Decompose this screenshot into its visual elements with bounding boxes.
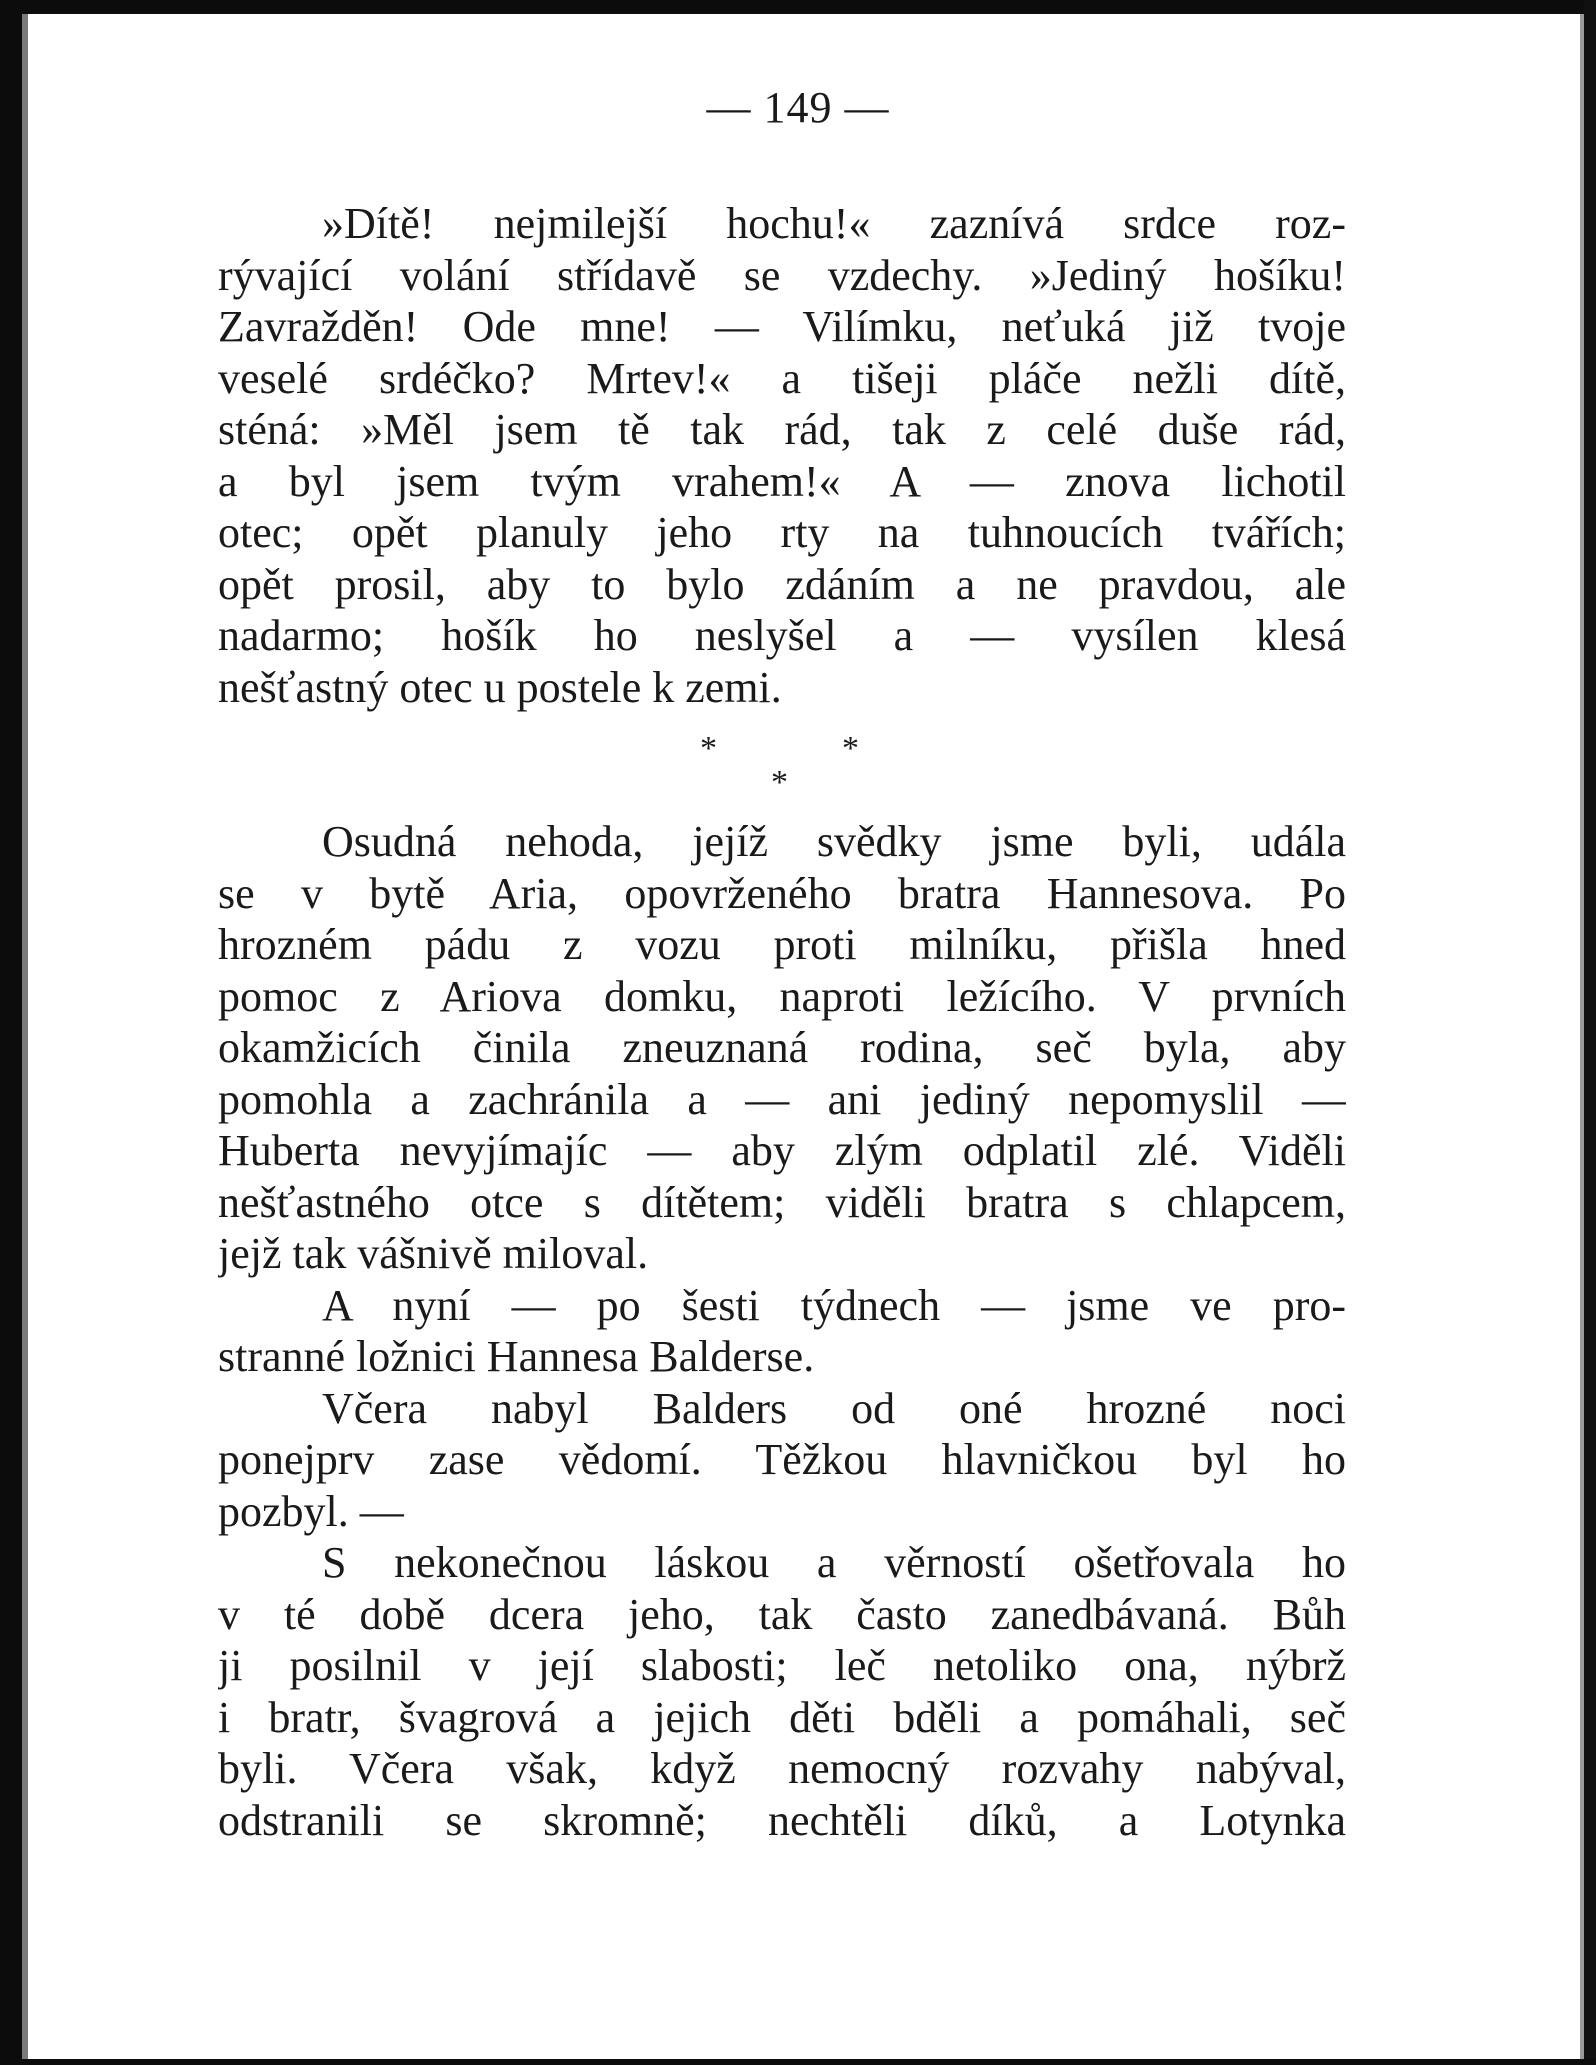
text-line: pomohla a zachránila a — ani jediný nepomyslil — [218,1074,1346,1124]
scan-border-right [1584,0,1596,2065]
text-line: nadarmo; hošík ho neslyšel a — vysílen klesá [218,611,1346,660]
scan-border-left [0,0,22,2065]
text-line: Včera nabyl Balders od oné hrozné noci [322,1383,1346,1433]
text-line: rývající volání střídavě se vzdechy. »Jediný hošíku! [218,250,1346,300]
text-line: otec; opět planuly jeho rty na tuhnoucích tvářích; [218,508,1346,557]
text-line: Osudná nehoda, jejíž svědky jsme byli, udála [322,817,1346,866]
scan-border-left-shadow [22,14,28,2065]
text-line: sténá: »Měl jsem tě tak rád, tak z celé duše rád, [218,405,1346,454]
separator-star: * [700,730,717,767]
text-line: v té době dcera jeho, tak často zanedbávaná. Bůh [218,1589,1346,1639]
text-line: S nekonečnou láskou a věrností ošetřovala ho [322,1538,1346,1587]
text-line: ponejprv zase vědomí. Těžkou hlavničkou byl ho [218,1435,1346,1484]
text-line: hrozném pádu z vozu proti milníku, přišla hned [218,920,1346,969]
scan-border-right-shadow [1580,14,1584,2065]
page-number: — 149 — [706,83,890,132]
text-line: stranné ložnici Hannesa Balderse. [218,1332,815,1381]
scan-border-top [0,0,1596,14]
paragraph-5 [218,1537,1346,1846]
text-line: Huberta nevyjímajíc — aby zlým odplatil zlé. Viděli [218,1126,1346,1175]
text-line: okamžicích činila zneuznaná rodina, seč byla, aby [218,1023,1346,1072]
text-line: i bratr, švagrová a jejich děti bděli a pomáhali, seč [218,1692,1346,1742]
text-line: »Dítě! nejmilejší hochu!« zaznívá srdce roz- [322,199,1346,248]
text-line: nešťastného otce s dítětem; viděli bratra s chlapcem, [218,1177,1346,1227]
separator-star: * [842,730,859,767]
paragraph-3 [218,1280,1346,1383]
text-line: opět prosil, aby to bylo zdáním a ne pravdou, ale [218,559,1346,609]
text-line: pomoc z Ariova domku, naproti ležícího. V prvních [218,971,1346,1021]
section-separator [0,732,1596,802]
separator-star: * [771,764,788,801]
scan-border-bottom [0,2059,1596,2065]
text-line: veselé srdéčko? Mrtev!« a tišeji pláče nežli dítě, [218,353,1346,403]
paragraph-1 [218,198,1346,713]
text-line: se v bytě Aria, opovrženého bratra Hannesova. Po [218,868,1346,918]
text-line: pozbyl. — [218,1486,404,1536]
text-line: Zavražděn! Ode mne! — Vilímku, neťuká již tvoje [218,302,1346,351]
paragraph-4 [218,1383,1346,1538]
text-line: ji posilnil v její slabosti; leč netoliko ona, nýbrž [218,1641,1346,1690]
text-line: byli. Včera však, když nemocný rozvahy nabýval, [218,1744,1346,1793]
paragraph-2 [218,816,1346,1280]
text-line: nešťastný otec u postele k zemi. [218,662,782,712]
text-line: A nyní — po šesti týdnech — jsme ve pro- [322,1280,1346,1330]
text-line: a byl jsem tvým vrahem!« A — znova lichotil [218,456,1346,506]
text-line: odstranili se skromně; nechtěli díků, a Lotynka [218,1795,1346,1845]
text-line: jejž tak vášnivě miloval. [218,1229,649,1278]
